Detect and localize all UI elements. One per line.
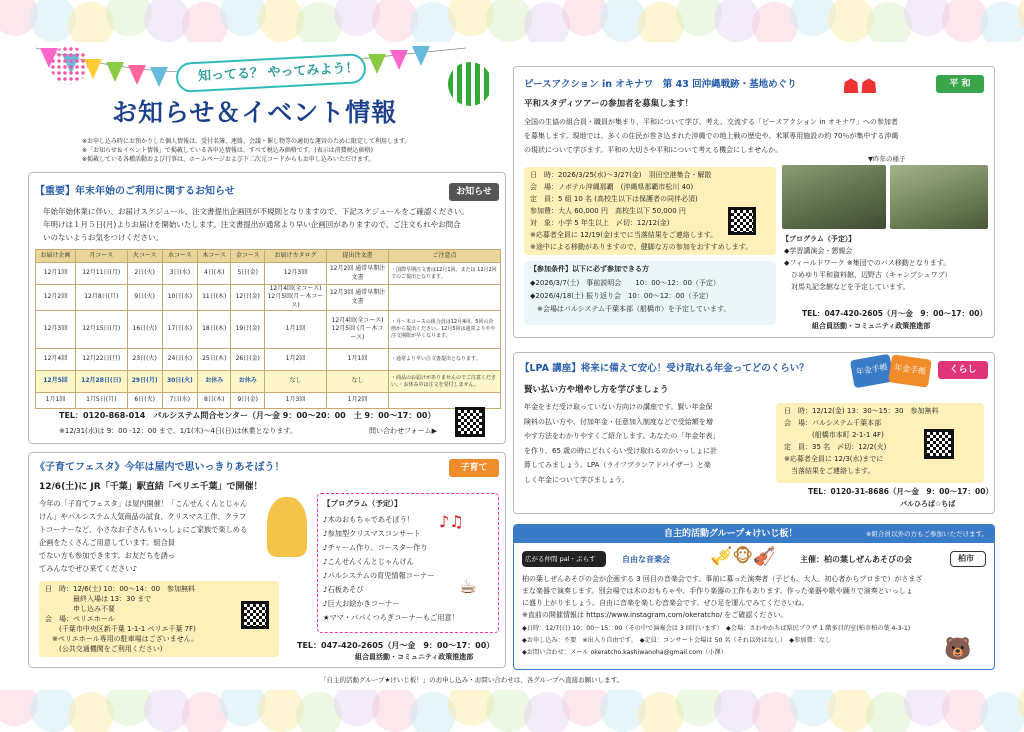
table-cell: ・月〜木コースの組合員は12月4回、5回の企画から提出ください。12月5回は通常よりやや注文期限が早くなります。 [389, 311, 501, 349]
peace-info-line: 日 時：2026/3/25(水)〜3/27(金) 羽田空港集合・解散 [530, 171, 712, 179]
peace-condition-item: ◆2026/4/18(土) 振り返り会 10：00〜12：00（予定） [530, 292, 713, 300]
peace-photo-caption: ▼昨年の様子 [868, 155, 906, 163]
kosodate-qr-code[interactable] [241, 601, 269, 629]
table-cell: 4日(木) [198, 263, 231, 285]
peace-program-item: ◆学習講演会・懇親会 [784, 247, 853, 255]
table-cell: なし [265, 371, 327, 393]
header-note-2: ※「お知らせ＆イベント情報」で掲載している各申込情報は、すべて税込み価格です。(表示は消費税込価格) [82, 147, 373, 154]
table-cell: 1月5日(月) [75, 393, 127, 409]
kosodate-section [28, 452, 506, 668]
kosodate-tag: 子育て [449, 459, 499, 477]
header-catch: 知ってる？ やってみよう！ [197, 60, 359, 85]
kosodate-program-item: ♪巨大お絵かきコーナー [323, 599, 400, 608]
table-cell: ・通常より早い注文書提出となります。 [389, 349, 501, 371]
table-cell: 9日(火) [127, 285, 162, 311]
peace-photo-2 [890, 165, 988, 229]
notice-tel: TEL：0120-868-014 パルシステム問合センター（月〜金 9：00〜20：00 土 9：00〜17：00） [59, 411, 436, 420]
group-body-line: に盛り上がりましょう。自由に音楽を楽しむ音楽会です。ぜひ足を運んでみてくださいね。 [522, 599, 809, 607]
table-header-cell: ご注意点 [389, 250, 501, 263]
lpa-body-line: しく年金について学びましょう。 [524, 475, 629, 484]
table-cell [389, 285, 501, 311]
watercolor-border-top [0, 0, 1024, 42]
peace-program-item: ひめゆり平和資料館、辺野古（キャンプシュワブ） [784, 271, 952, 279]
notice-qr-code[interactable] [455, 407, 485, 437]
peace-info-line: 参加費：大人 60,000 円 高校生以下 50,000 円 [530, 207, 686, 215]
lpa-info-line: 会 場：パルシステム千葉本部 [784, 419, 882, 427]
group-city: 柏市 [958, 554, 974, 563]
table-cell: 12月8日(月) [75, 285, 127, 311]
peace-program-item: 対馬丸記念館などを予定しています。 [784, 283, 910, 291]
kosodate-program-item: ♪パルシステムの育児情報コーナー [323, 571, 435, 580]
peace-body-1: 全国の生協の組合員・職員が集まり、平和について学び、考え、交流する「ピースアクション in オキナワ」への参加者 [524, 118, 898, 126]
table-cell: 25日(木) [198, 349, 231, 371]
table-cell: 18日(木) [198, 311, 231, 349]
kosodate-info-line: 申し込み不要 [45, 605, 115, 613]
kosodate-program-title: 【プログラム（予定）】 [323, 499, 402, 508]
kosodate-program-item: ♪参加型クリスマスコンサート [323, 529, 421, 538]
table-cell: 10日(水) [162, 285, 197, 311]
table-cell: 12月4回 [36, 349, 76, 371]
coffee-cup-icon: ☕ [459, 574, 477, 598]
kosodate-body-line: けん」やパルシステム人気商品の試食、クリスマス工作、クラフ [39, 512, 247, 521]
kosodate-program-item: ♪石板あそび [323, 585, 364, 594]
peace-title: ピースアクション in オキナワ 第 43 回沖縄戦跡・基地めぐり [524, 79, 797, 90]
table-cell: 11日(木) [198, 285, 231, 311]
group-header-note: ※組合員以外の方もご参加いただけます。 [866, 530, 988, 538]
table-cell: 3日(水) [162, 263, 197, 285]
table-row [36, 393, 501, 409]
table-cell: 17日(水) [162, 311, 197, 349]
kosodate-info-line: 最終入場は 13：30 まで [45, 595, 152, 603]
peace-program-title: 【プログラム（予定）】 [782, 235, 856, 243]
table-cell: 29日(月) [127, 371, 162, 393]
lpa-body-line: を作り、65 歳の時にどれくらい受け取れるのかいっしょに計 [524, 446, 718, 455]
peace-section [513, 66, 995, 338]
table-cell: 1月1回 [327, 349, 389, 371]
table-cell: 12月28日(日) [75, 371, 127, 393]
peace-program-item: ◆フィールドワーク ※集団でのバス移動となります。 [784, 259, 951, 267]
table-cell: 30日(火) [162, 371, 197, 393]
kosodate-info-line: (千葉市中央区新千葉 1-1-1 ペリエ千葉 7F) [45, 625, 196, 633]
group-organizer: 主催：柏の葉しぜんあそびの会 [800, 555, 912, 564]
peace-info-line: 会 場：ノボテル沖縄那覇 (沖縄県那覇市松川 40) [530, 183, 694, 191]
header-note-1: ※お申し込み時にお預かりした個人情報は、受付名簿、連絡、会議・催し物等の適切な運営のために限定して利用します。 [82, 138, 411, 145]
lpa-tel: TEL：0120-31-8686（月〜金 9：00〜17：00） [808, 487, 993, 496]
notice-foot: ※12/31(水)は 9：00 -12：00 まで、1/1(木)〜4日(日)は休業となります。 [59, 427, 297, 435]
peace-condition-item: ◆2026/3/7(土) 事前説明会 10：00〜12：00（予定） [530, 279, 720, 287]
notice-section [28, 172, 506, 444]
kosodate-info-line: 会 場：ペリエホール [45, 615, 115, 623]
table-cell: 19日(金) [231, 311, 265, 349]
table-cell: 12月2回 [36, 285, 76, 311]
contact-form-link[interactable]: 問い合わせフォーム▶ [369, 427, 438, 435]
table-header-cell: お届けカタログ [265, 250, 327, 263]
peace-body-3: の現状について学びます。平和の大切さや平和について考える機会にしませんか。 [524, 146, 783, 154]
lpa-body-line: 年金をまだ受け取っていない方向けの講座です。賢い年金保 [524, 403, 713, 411]
table-cell: 23日(火) [127, 349, 162, 371]
animal-musicians-icon: 🎺🐵🎻 [710, 546, 776, 567]
lpa-info-line: ※応募者全員に 12/3(水)までに [784, 455, 884, 463]
peace-info-line: 対 象：小学 5 年生以上 〆切：12/12(金) [530, 219, 670, 227]
table-header-cell: 水コース [162, 250, 197, 263]
table-row [36, 285, 501, 311]
table-cell: 7日(水) [162, 393, 197, 409]
peace-tel: TEL：047-420-2605（月〜金 9：00〜17：00） [802, 309, 987, 318]
table-cell: ・商品のお届けがありませんのでご注意ください。・お休み中は注文を受付しません。 [389, 371, 501, 393]
notice-tag: お知らせ [449, 183, 499, 201]
watercolor-border-bottom [0, 690, 1024, 732]
notice-body-2: 年明けは１月５日(月)よりお届けを開始いたします。注文書提出が通常より早い企画回がありますので、ご注文もれやお問合 [43, 220, 461, 229]
table-cell: 1月2回 [265, 349, 327, 371]
group-info-line: ◆お問い合わせ：メール okeratcho.kashiwanoha@gmail.com（小澤） [522, 649, 727, 656]
table-row [36, 371, 501, 393]
table-cell: 12月5回 [36, 371, 76, 393]
peace-condition-item: ※会場はパルシステム千葉本部（船橋市）を予定しています。 [530, 305, 731, 313]
lpa-dept: パルひろば☆ちば [900, 500, 956, 508]
footer-note: 「自主的活動グループ★けいじ板！」のお申し込み・お問い合わせは、各グループへ直接お願いします。 [320, 676, 624, 684]
table-cell: 1月1回 [265, 311, 327, 349]
table-cell: 12月15日(月) [75, 311, 127, 349]
table-cell: 12月3回 通常早期注文書 [327, 285, 389, 311]
group-event-name: 自由な音楽会 [622, 555, 670, 564]
peace-tag: 平 和 [936, 75, 984, 93]
notice-body-3: いのないようお気をつけください。 [43, 233, 163, 242]
kosodate-subtitle: 12/6(土)に JR「千葉」駅直結「ペリエ千葉」で開催！ [39, 482, 263, 492]
table-cell: なし [327, 371, 389, 393]
kosodate-character [267, 497, 307, 557]
table-header-cell: 月コース [75, 250, 127, 263]
table-header-cell: 提出注文書 [327, 250, 389, 263]
kosodate-info-line: 日 時：12/6(土) 10：00〜14：00 参加無料 [45, 585, 196, 593]
header-note-3: ※掲載している各種活動および行事は、ホームページおよび下二次元コードからもお申し込みいただけます。 [82, 156, 375, 163]
lpa-subtitle: 賢い払い方や増やし方を学びましょう [524, 385, 669, 395]
shisa-icon: ☗☗ [842, 74, 878, 98]
group-info-line: ◆お申し込み：不要 ※出入り自由です。 ◆定員：コンサート会場は 50 名（それ以外はなし） ◆参加費：なし [522, 637, 832, 644]
group-pal-badge-label: 広がる仲間 pal・ぷらす [525, 555, 596, 563]
kosodate-program-item: ★ママ・パパくつろぎコーナーもご用意！ [323, 613, 459, 622]
kosodate-body-line: てみんなでぜひ来てください♪ [39, 564, 138, 573]
peace-info-line: ※応募者全員に 12/19(金)までに当落結果をご連絡します。 [530, 231, 718, 239]
peace-info-line: ※途中による移動がありますので、健脚な方の参加をおすすめします。 [530, 243, 753, 251]
pension-book-label-1: 年金手帳 [855, 362, 889, 377]
table-cell: 12月1回 [36, 263, 76, 285]
table-cell: 2日(火) [127, 263, 162, 285]
music-notes-icon: ♪♫ [439, 512, 464, 531]
group-header: 自主的活動グループ★けいじ板！ [664, 529, 798, 539]
kosodate-body-line: 今年の「子育てフェスタ」は屋内開催！「こんせんくんとじゃん [39, 499, 248, 508]
lpa-info-line: 定 員：35 名 〆切：12/2(火) [784, 443, 887, 451]
lpa-info-line: (船橋市本町 2-1-1 4F) [784, 431, 884, 439]
lpa-tag: くらし [938, 361, 988, 379]
table-cell: 12月3回 [36, 311, 76, 349]
group-info-line: ◆日時：12/7(日) 10：00〜15：00（その中で演奏会は 3 回行います） ◆会場：さわやかちば県民プラザ 1 階多目的室(柏市柏の葉 4-3-1) [522, 625, 911, 632]
table-header-cell: 火コース [127, 250, 162, 263]
kosodate-dept: 組合員活動・コミュニティ政策推進部 [355, 653, 474, 661]
peace-subtitle: 平和スタディツアーの参加者を募集します！ [524, 99, 694, 109]
group-body-line: 柏の葉しぜんあそびの会が企画する 3 回目の音楽会です。事前に募った演奏者（子ども、大人、初心者からプロまで）がさまざ [522, 575, 923, 583]
kosodate-body-line: でない方も参加できます。お友だちを誘っ [39, 551, 175, 560]
table-cell: 12日(金) [231, 285, 265, 311]
peace-condition-title: 【参加条件】以下に必ず参加できる方 [530, 265, 649, 273]
table-cell: 6日(火) [127, 393, 162, 409]
table-cell: 24日(水) [162, 349, 197, 371]
dot-circle-decoration [50, 46, 88, 84]
bear-icon: 🐻 [944, 637, 972, 662]
table-row [36, 349, 501, 371]
schedule-table [35, 249, 501, 409]
table-cell: お休み [231, 371, 265, 393]
kosodate-program-item: ♪チャーム作り、コースター作り [323, 543, 428, 552]
pension-book-label-2: 年金手帳 [893, 362, 927, 377]
table-cell: 1月3回 [265, 393, 327, 409]
peace-dept: 組合員活動・コミュニティ政策推進部 [812, 322, 931, 330]
table-cell: 1月1回 [36, 393, 76, 409]
table-cell: 12月22日(月) [75, 349, 127, 371]
kosodate-body-line: トコーナーなど、小さなお子さんもいっしょにご家族で楽しめる [39, 525, 248, 534]
notice-title: 【重要】年末年始のご利用に関するお知らせ [35, 186, 235, 197]
kosodate-info-line: ※ペリエホール専用の駐車場はございません。 [45, 635, 199, 643]
stripe-circle-decoration [448, 62, 492, 106]
group-body-line: まな楽器で演奏します。別会場では木のおもちゃや、手作り楽器の工作もあります。作った楽器や歌や踊りで演奏といっしょ [522, 587, 913, 595]
table-header-cell: お届け企画 [36, 250, 76, 263]
kosodate-tel: TEL：047-420-2605（月〜金 9：00〜17：00） [297, 641, 495, 650]
group-body-line: ※直前の開催情報は https://www.instagram.com/okeratcho/ をご確認ください。 [522, 611, 788, 619]
lpa-section [513, 352, 995, 514]
table-cell: 1月2回 [327, 393, 389, 409]
peace-photo-1 [782, 165, 886, 229]
table-cell: 16日(火) [127, 311, 162, 349]
table-cell: 12月2回 通常早期注文書 [327, 263, 389, 285]
peace-qr-code[interactable] [728, 207, 756, 235]
table-cell: 8日(木) [198, 393, 231, 409]
table-cell: 26日(金) [231, 349, 265, 371]
lpa-body-line: 算してみましょう。LPA（ライフプランアドバイザー）と楽 [524, 461, 711, 469]
table-cell: ・国際早期注文書は12月1回、または 12月2回でのご提出となります。 [389, 263, 501, 285]
peace-info-line: 定 員：5 組 10 名 (高校生以下は保護者の同伴必須) [530, 195, 698, 203]
table-cell: お休み [198, 371, 231, 393]
table-cell: 12月3回 [265, 263, 327, 285]
lpa-body-line: やす方法をわかりやすくご紹介します。あなたの「年金年表」 [524, 432, 720, 440]
table-cell: 12月11日(月) [75, 263, 127, 285]
table-cell: 5日(金) [231, 263, 265, 285]
kosodate-title: 《子育てフェスタ》今年は屋内で思いっきりあそぼう！ [35, 462, 285, 473]
lpa-body-line: 険料の払い方や、付加年金・任意加入制度などで受給額を増 [524, 417, 713, 426]
table-cell: 9日(金) [231, 393, 265, 409]
group-section [513, 524, 995, 670]
lpa-title: 【LPA 講座】将来に備えて安心！受け取れる年金ってどのくらい？ [520, 363, 809, 374]
lpa-qr-code[interactable] [924, 429, 954, 459]
lpa-info-line: 当落結果をご連絡します。 [784, 467, 875, 475]
table-cell: 12月4回(全コース) 12月5回(月〜木コース) [265, 285, 327, 311]
table-row [36, 263, 501, 285]
kosodate-body-line: 企画をたくさんご用意しています。組合員 [39, 538, 175, 547]
lpa-info-line: 日 時：12/12(金) 13：30〜15：30 参加無料 [784, 407, 939, 415]
kosodate-info-line: (公共交通機関をご利用ください) [45, 645, 163, 653]
notice-body-1: 年始年始休業に伴い、お届けスケジュール、注文書提出企画回が不規則となりますので、下記スケジュールをご確認ください。 [43, 207, 469, 216]
table-header-cell: 金コース [231, 250, 265, 263]
table-row [36, 311, 501, 349]
page-title: お知らせ＆イベント情報 [112, 98, 398, 127]
kosodate-program-item: ♪こんせんくんとじゃんけん [323, 557, 414, 566]
table-header-cell: 木コース [198, 250, 231, 263]
table-cell: 12月4回(全コース) 12月5回 (月〜木コース) [327, 311, 389, 349]
kosodate-program-item: ♪木のおもちゃであそぼう！ [323, 515, 414, 524]
peace-body-2: を募集します。現地では、多くの住民が巻き込まれた沖縄での地上戦の歴史や、米軍専用施設の約 70％が集中する沖縄 [524, 132, 899, 140]
